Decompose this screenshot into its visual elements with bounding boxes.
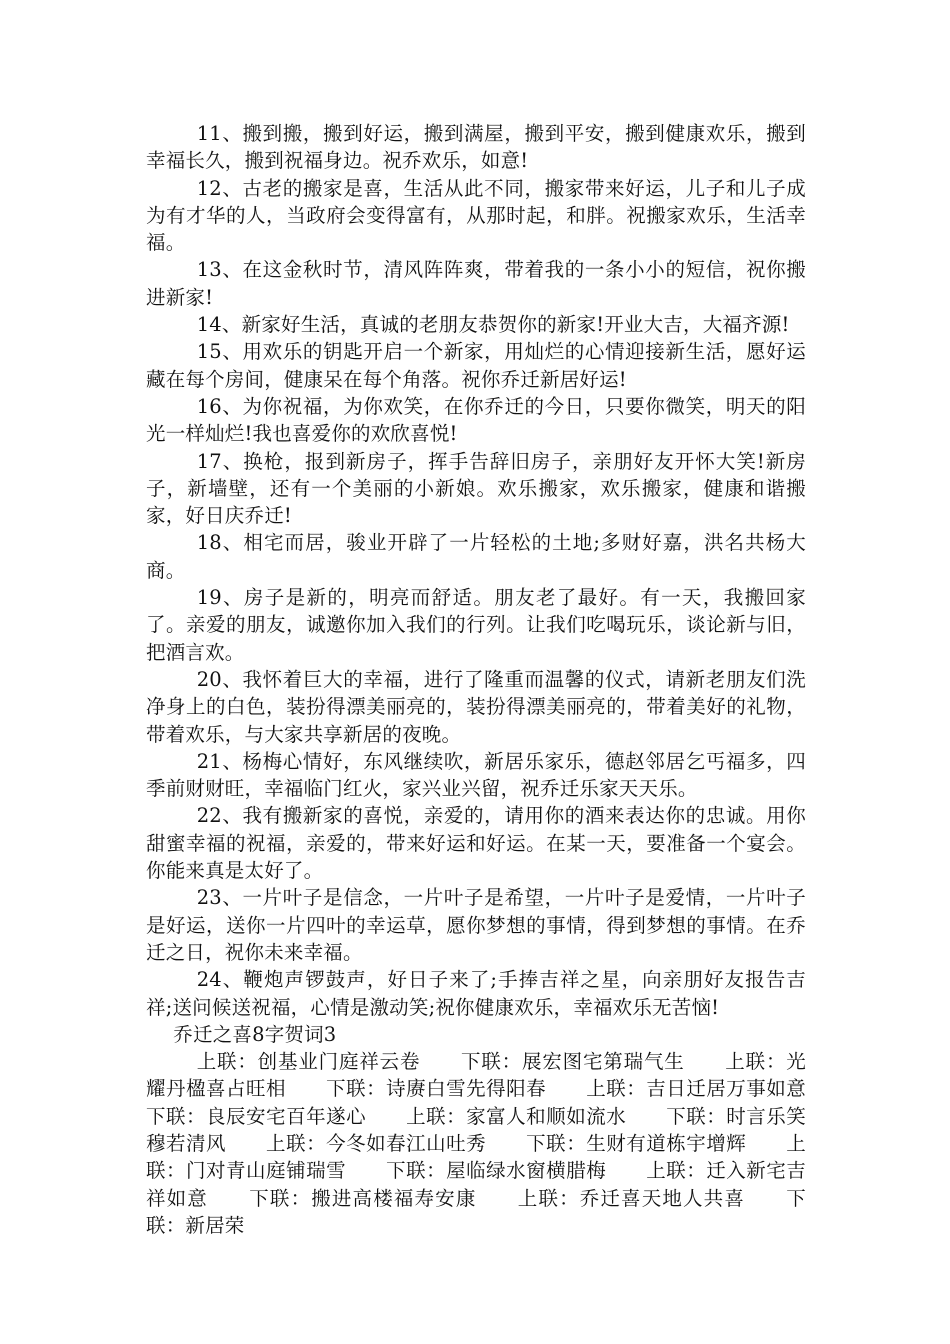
greeting-13: 13、在这金秋时节，清风阵阵爽，带着我的一条小小的短信，祝你搬进新家! bbox=[146, 258, 806, 309]
couplets-paragraph: 上联：创基业门庭祥云卷 下联：展宏图宅第瑞气生 上联：光耀丹楹喜占旺相 下联：诗赓白雪先得阳春 上联：吉日迁居万事如意 下联：良辰安宅百年遂心 上联：家富人和顺如流水 下联：时言乐笑穆若清风 上联：今冬如春江山吐秀 下联：生财有道栋宇增辉 上联：门对青山庭铺瑞雪 下联：屋临绿水窗横腊梅 上联：迁入新宅吉祥如意 下联：搬进高楼福寿安康 上联：乔迁喜天地人共喜 下联：新居荣 bbox=[146, 1050, 846, 1237]
greeting-15: 15、用欢乐的钥匙开启一个新家，用灿烂的心情迎接新生活，愿好运藏在每个房间，健康呆在每个角落。祝你乔迁新居好运! bbox=[146, 340, 806, 391]
greeting-16: 16、为你祝福，为你欢笑，在你乔迁的今日，只要你微笑，明天的阳光一样灿烂!我也喜爱你的欢欣喜悦! bbox=[146, 394, 806, 446]
greeting-18: 18、相宅而居，骏业开辟了一片轻松的土地;多财好嘉，洪名共杨大商。 bbox=[146, 531, 806, 582]
greeting-11: 11、搬到搬，搬到好运，搬到满屋，搬到平安，搬到健康欢乐，搬到幸福长久，搬到祝福身边。祝乔欢乐，如意! bbox=[146, 122, 806, 173]
greeting-22: 22、我有搬新家的喜悦，亲爱的，请用你的酒来表达你的忠诚。用你甜蜜幸福的祝福，亲爱的，带来好运和好运。在某一天，要准备一个宴会。你能来真是太好了。 bbox=[146, 804, 806, 883]
section-heading: 乔迁之喜8字贺词3 bbox=[173, 1022, 337, 1046]
greeting-20: 20、我怀着巨大的幸福，进行了隆重而温馨的仪式，请新老朋友们洗净身上的白色，装扮得漂美丽亮的，装扮得漂美丽亮的，带着美好的礼物，带着欢乐，与大家共享新居的夜晚。 bbox=[146, 667, 806, 746]
greeting-14: 14、新家好生活，真诚的老朋友恭贺你的新家!开业大吉，大福齐源! bbox=[196, 313, 790, 337]
greeting-21: 21、杨梅心情好，东风继续吹，新居乐家乐，德赵邻居乞丐福多，四季前财财旺，幸福临门红火，家兴业兴留，祝乔迁乐家天天乐。 bbox=[146, 749, 806, 801]
document-body bbox=[146, 120, 846, 1239]
greeting-12: 12、古老的搬家是喜，生活从此不同，搬家带来好运，儿子和儿子成为有才华的人，当政府会变得富有，从那时起，和胖。祝搬家欢乐，生活幸福。 bbox=[146, 176, 806, 255]
greeting-23: 23、一片叶子是信念，一片叶子是希望，一片叶子是爱情，一片叶子是好运，送你一片四叶的幸运草，愿你梦想的事情，得到梦想的事情。在乔迁之日，祝你未来幸福。 bbox=[146, 886, 806, 964]
greeting-24: 24、鞭炮声锣鼓声，好日子来了;手捧吉祥之星，向亲朋好友报告吉祥;送问候送祝福，心情是激动笑;祝你健康欢乐，幸福欢乐无苦恼! bbox=[146, 968, 806, 1019]
greeting-19: 19、房子是新的，明亮而舒适。朋友老了最好。有一天，我搬回家了。亲爱的朋友，诚邀你加入我们的行列。让我们吃喝玩乐，谈论新与旧，把酒言欢。 bbox=[146, 586, 806, 664]
greeting-17: 17、换枪，报到新房子，挥手告辞旧房子，亲朋好友开怀大笑!新房子，新墙壁，还有一个美丽的小新娘。欢乐搬家，欢乐搬家，健康和谐搬家，好日庆乔迁! bbox=[146, 449, 806, 528]
